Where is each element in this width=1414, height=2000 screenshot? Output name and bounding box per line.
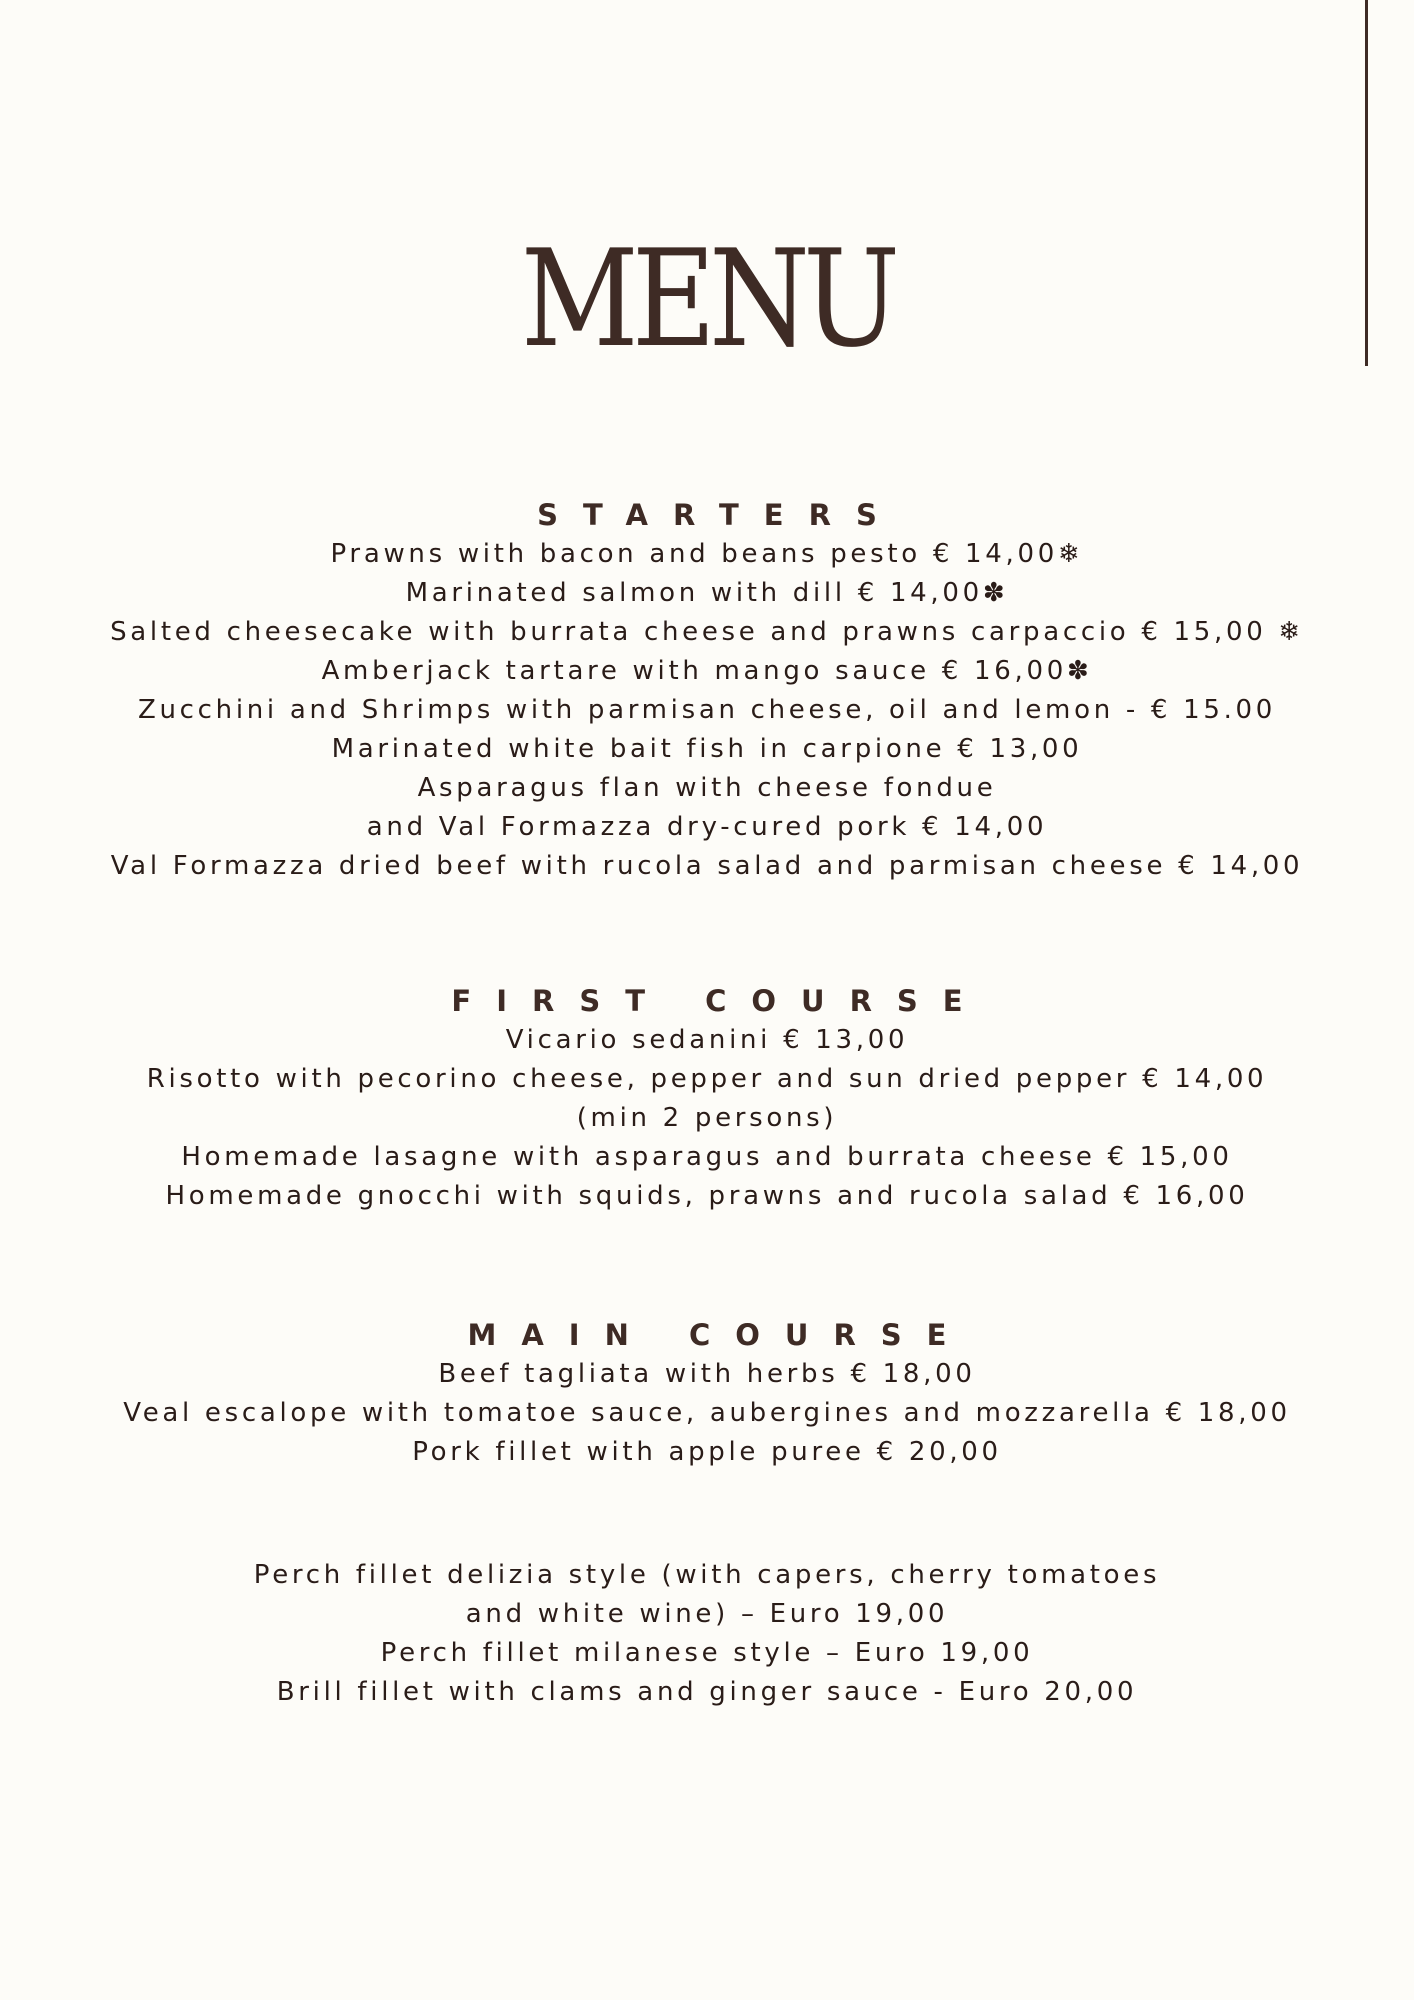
first-course-section <box>0 982 1414 1216</box>
menu-item: Pork fillet with apple puree € 20,00 <box>412 1437 1002 1467</box>
menu-title: MENU <box>520 221 894 377</box>
menu-item: Salted cheesecake with burrata cheese and prawns carpaccio € 15,00 ❄ <box>110 617 1304 647</box>
menu-item: Marinated white bait fish in carpione € 13,00 <box>331 734 1083 764</box>
menu-item: Zucchini and Shrimps with parmisan cheese, oil and lemon - € 15.00 <box>137 695 1277 725</box>
starters-heading: STARTERS <box>537 498 902 532</box>
menu-item: Homemade lasagne with asparagus and burrata cheese € 15,00 <box>181 1142 1233 1172</box>
starters-section <box>0 496 1414 886</box>
menu-item: Veal escalope with tomatoe sauce, aubergines and mozzarella € 18,00 <box>123 1398 1291 1428</box>
main-course-section <box>0 1316 1414 1472</box>
menu-item: Asparagus flan with cheese fondue <box>417 773 997 803</box>
menu-item: (min 2 persons) <box>576 1103 838 1133</box>
menu-item: and Val Formazza dry-cured pork € 14,00 <box>366 812 1048 842</box>
menu-item: Perch fillet milanese style – Euro 19,00 <box>380 1638 1034 1668</box>
menu-item: Brill fillet with clams and ginger sauce - Euro 20,00 <box>276 1677 1138 1707</box>
menu-item: Risotto with pecorino cheese, pepper and sun dried pepper € 14,00 <box>146 1064 1268 1094</box>
menu-item: Val Formazza dried beef with rucola salad and parmisan cheese € 14,00 <box>110 851 1304 881</box>
menu-item: Perch fillet delizia style (with capers, cherry tomatoes <box>253 1560 1161 1590</box>
menu-item: Vicario sedanini € 13,00 <box>505 1025 909 1055</box>
menu-item: Beef tagliata with herbs € 18,00 <box>438 1359 976 1389</box>
fish-section <box>0 1556 1414 1712</box>
main-course-heading: MAIN COURSE <box>467 1318 972 1352</box>
menu-item: Amberjack tartare with mango sauce € 16,00✽ <box>321 656 1093 686</box>
menu-item: Prawns with bacon and beans pesto € 14,00❄ <box>330 539 1084 569</box>
menu-item: Homemade gnocchi with squids, prawns and rucola salad € 16,00 <box>165 1181 1249 1211</box>
vertical-divider <box>1365 0 1368 366</box>
first-course-heading: FIRST COURSE <box>451 984 988 1018</box>
menu-item: and white wine) – Euro 19,00 <box>465 1599 949 1629</box>
menu-item: Marinated salmon with dill € 14,00✽ <box>405 578 1009 608</box>
